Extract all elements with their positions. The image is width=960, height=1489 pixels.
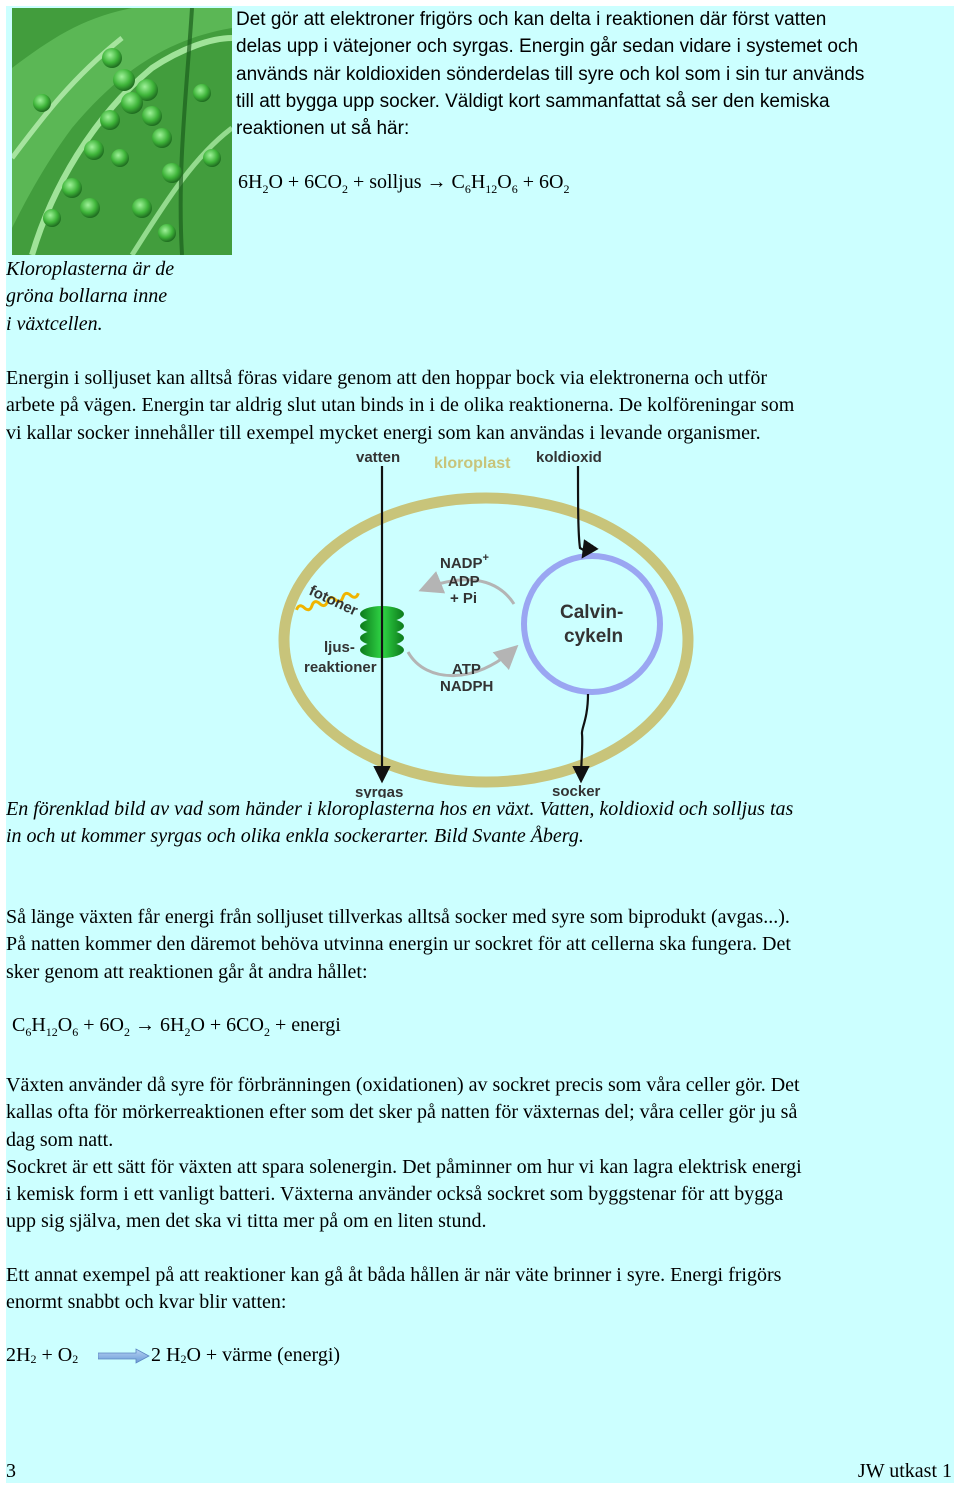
eq-subscript: 6 — [25, 1025, 32, 1039]
right-arrow-icon — [98, 1348, 150, 1364]
oxidation-paragraph — [6, 1072, 952, 1236]
chloroplast-diagram — [6, 444, 954, 798]
eq-term: O + 6CO — [268, 171, 342, 193]
eq-term: + 6O — [78, 1014, 124, 1036]
hydrogen-paragraph — [6, 1262, 952, 1317]
text-line: gröna bollarna inne — [6, 285, 168, 308]
label-adp: ADP — [448, 573, 480, 590]
eq-term: O — [57, 1014, 73, 1036]
label-syrgas: syrgas — [355, 784, 404, 798]
text-line: Sockret är ett sätt för växten att spara solenergin. Det påminner om hur vi kan lagra elektrisk energi — [6, 1155, 802, 1178]
page-number: 3 — [6, 1460, 16, 1482]
photo-caption — [6, 256, 236, 338]
eq-subscript: 2 — [341, 182, 348, 196]
eq-term: 6H — [159, 1014, 185, 1036]
text-line: i växtcellen. — [6, 312, 103, 335]
eq-term: O + värme (energi) — [186, 1344, 341, 1366]
intro-paragraph — [236, 6, 952, 142]
label-nadp: NADP+ — [440, 552, 489, 572]
hydrogen-product — [151, 1344, 340, 1367]
eq-subscript: 2 — [123, 1025, 130, 1039]
text-line: i kemisk form i ett vanligt batteri. Växterna använder också sockret som byggstenar för att bygga — [6, 1183, 784, 1206]
text-line: kallas ofta för mörkerreaktionen efter som det sker på natten för växternas del; våra celler gör ju så — [6, 1101, 798, 1124]
text-line: dag som natt. — [6, 1128, 114, 1151]
text-line: Ett annat exempel på att reaktioner kan gå åt båda hållen är när väte brinner i syre. Energi frigörs — [6, 1264, 782, 1286]
eq-term: O + 6CO — [190, 1014, 264, 1036]
eq-term: + O — [36, 1344, 73, 1366]
eq-term: C — [446, 171, 465, 193]
label-nadph: NADPH — [440, 678, 494, 695]
eq-subscript: 6 — [72, 1025, 79, 1039]
text-line: delas upp i vätejoner och syrgas. Energin går sedan vidare i systemet och — [236, 36, 859, 58]
eq-subscript: 2 — [563, 182, 570, 196]
text-line: Så länge växten får energi från solljuset tillverkas alltså socker med syre som biprodukt (avgas...). — [6, 906, 790, 928]
label-koldioxid: koldioxid — [536, 449, 602, 466]
text-line: På natten kommer den däremot behöva utvinna energin ur sockret för att cellerna ska fungera. Det — [6, 933, 791, 956]
eq-term: 2H — [6, 1344, 31, 1366]
label-cykeln: cykeln — [564, 626, 624, 647]
page — [6, 6, 954, 1483]
eq-term: + 6O — [517, 171, 564, 193]
eq-term: H — [470, 171, 486, 193]
respiration-equation — [12, 1014, 341, 1040]
label-ljus: ljus- — [324, 639, 355, 656]
label-vatten: vatten — [356, 449, 401, 466]
text-line: upp sig själva, men det ska vi titta mer på om en liten stund. — [6, 1210, 487, 1233]
text-line: används när koldioxiden sönderdelas till syre och kol som i sin tur används — [236, 63, 865, 85]
eq-term: C — [12, 1014, 26, 1036]
reaction-arrow: → — [426, 171, 447, 193]
calvin-cycle-circle — [524, 556, 660, 692]
text-line: En förenklad bild av vad som händer i kloroplasterna hos en växt. Vatten, koldioxid och solljus tas — [6, 798, 794, 820]
label-atp: ATP — [452, 661, 481, 678]
label-pi: + Pi — [450, 590, 478, 607]
chloroplast-photo — [12, 8, 232, 255]
text-line: reaktionen ut så här: — [236, 118, 410, 140]
figure-caption — [6, 796, 952, 851]
label-calvin: Calvin- — [560, 602, 624, 623]
draft-label: JW utkast 1 — [857, 1460, 952, 1482]
text-line: in och ut kommer syrgas och olika enkla sockerarter. Bild Svante Åberg. — [6, 825, 584, 848]
eq-term: 2 H — [151, 1344, 181, 1366]
eq-term: + energi — [269, 1014, 341, 1036]
eq-term: + solljus — [347, 171, 427, 193]
text-line: Energin i solljuset kan alltså föras vidare genom att den hoppar bock via elektronerna och utför — [6, 367, 768, 389]
eq-subscript: 2 — [30, 1352, 37, 1366]
text-line: till att bygga upp socker. Väldigt kort sammanfattat så ser den kemiska — [236, 90, 830, 112]
eq-subscript: 2 — [184, 1025, 191, 1039]
eq-subscript: 6 — [511, 182, 518, 196]
eq-subscript: 12 — [45, 1025, 58, 1039]
text-line: Växten använder då syre för förbränningen (oxidationen) av sockret precis som våra celler gör. Det — [6, 1074, 800, 1096]
eq-subscript: 2 — [180, 1352, 187, 1366]
eq-term: O — [497, 171, 512, 193]
text-line: Kloroplasterna är de — [6, 258, 175, 280]
hydrogen-equation — [6, 1344, 78, 1367]
eq-subscript: 2 — [262, 182, 269, 196]
label-reaktioner: reaktioner — [304, 659, 377, 676]
eq-subscript: 12 — [485, 182, 498, 196]
label-fotoner: fotoner — [306, 582, 361, 620]
photosynthesis-equation — [238, 171, 569, 197]
text-line: vi kallar socker innehåller till exempel mycket energi som kan användas i levande organismer. — [6, 421, 761, 444]
label-kloroplast: kloroplast — [434, 455, 511, 472]
reaction-arrow: → — [129, 1014, 160, 1036]
respiration-paragraph — [6, 904, 952, 986]
eq-subscript: 2 — [263, 1025, 270, 1039]
text-line: Det gör att elektroner frigörs och kan delta i reaktionen där först vatten — [236, 9, 827, 30]
text-line: sker genom att reaktionen går åt andra hållet: — [6, 960, 368, 983]
eq-subscript: 6 — [464, 182, 471, 196]
eq-term: H — [31, 1014, 46, 1036]
text-line: enormt snabbt och kvar blir vatten: — [6, 1291, 287, 1314]
energy-paragraph — [6, 365, 952, 447]
eq-subscript: 2 — [72, 1352, 79, 1366]
label-socker: socker — [552, 783, 601, 798]
text-line: arbete på vägen. Energin tar aldrig slut utan binds in i de olika reaktionerna. De kolföreningar som — [6, 394, 795, 417]
eq-term: 6H — [238, 171, 263, 193]
